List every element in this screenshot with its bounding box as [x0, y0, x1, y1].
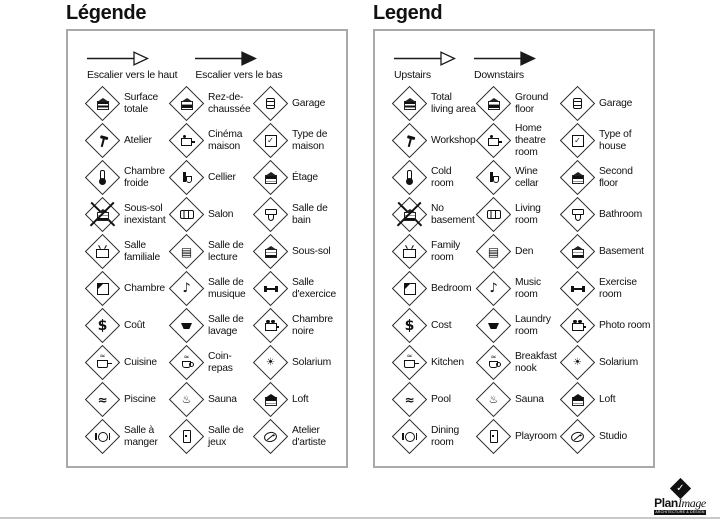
diamond-icon-frame	[85, 346, 119, 380]
diamond-icon-frame	[560, 309, 594, 343]
legend-item-label: Chambre froide	[124, 165, 165, 189]
diamond-icon-frame	[560, 124, 594, 158]
legend-item-label: Loft	[292, 393, 309, 405]
diamond-icon-frame	[560, 272, 594, 306]
legend-item	[85, 309, 169, 343]
legend-item-label: Rez-de-chaussée	[208, 91, 251, 115]
legend-item	[169, 161, 253, 195]
sofa-icon	[486, 210, 500, 219]
legend-item	[392, 161, 476, 195]
legend-item	[253, 383, 345, 417]
diamond-icon-frame	[85, 161, 119, 195]
sauna-icon: ♨	[488, 393, 498, 406]
legend-item	[560, 420, 652, 454]
planimage-logo	[645, 481, 715, 515]
note-icon: ♪	[488, 281, 498, 296]
legend-item-label: Wine cellar	[515, 165, 539, 189]
hammer-icon	[100, 136, 105, 146]
legend-item-label: Chambre noire	[292, 313, 333, 337]
dumbbell-icon	[264, 288, 276, 290]
diamond-icon-frame	[169, 87, 203, 121]
diamond-icon-frame	[560, 161, 594, 195]
planimage-mark-icon: ✓	[669, 478, 690, 499]
legend-item-label: Atelier	[124, 134, 152, 146]
bottom-divider	[0, 517, 720, 519]
legend-item-label: No basement	[431, 202, 475, 226]
check-icon: ✓	[264, 135, 276, 147]
legend-item-label: Sous-sol	[292, 245, 331, 257]
legend-item-label: Chambre	[124, 282, 165, 294]
diamond-icon-frame	[169, 420, 203, 454]
legend-item-label: Salle familiale	[124, 239, 160, 263]
floors-second-icon	[264, 175, 276, 184]
legend-item	[85, 87, 169, 121]
legend-item-label: Bathroom	[599, 208, 643, 220]
diamond-icon-frame	[169, 198, 203, 232]
stairs-row	[68, 31, 346, 81]
stairs-legend-item	[87, 51, 177, 81]
legend-item	[253, 161, 345, 195]
legend-item-label: Bedroom	[431, 282, 472, 294]
legend-item-label: Garage	[292, 97, 326, 109]
legend-item-label: Home theatre room	[515, 122, 546, 158]
legend-item	[253, 124, 345, 158]
floors-basement-icon	[571, 249, 583, 258]
diamond-icon-frame	[253, 420, 287, 454]
legend-item-label: Surface totale	[124, 91, 159, 115]
legend-item	[85, 161, 169, 195]
stairs-label: Escalier vers le bas	[195, 69, 283, 81]
toilet-icon	[571, 209, 583, 215]
legend-item	[85, 420, 169, 454]
bed-icon	[96, 283, 108, 295]
legend-item	[169, 383, 253, 417]
dumbbell-icon	[571, 288, 583, 290]
legend-item	[169, 124, 253, 158]
legend-item-label: Total living area	[431, 91, 476, 115]
dollar-icon: $	[404, 317, 414, 334]
diamond-icon-frame	[85, 124, 119, 158]
legend-item-label: Coin-repas	[208, 350, 233, 374]
legend-item	[85, 383, 169, 417]
diamond-icon-frame	[253, 383, 287, 417]
legend-item-label: Salle à manger	[124, 424, 158, 448]
diamond-icon-frame	[392, 272, 426, 306]
palette-icon	[263, 430, 278, 442]
legend-item	[253, 420, 345, 454]
legend-panel	[373, 2, 655, 468]
legend-grid	[68, 85, 346, 455]
legend-item-label: Exercise room	[599, 276, 637, 300]
legend-item	[392, 383, 476, 417]
legend-item	[253, 272, 345, 306]
waves-icon: ≈	[403, 392, 415, 407]
legend-item	[85, 346, 169, 380]
camera-icon	[264, 323, 276, 331]
stairs-legend-item	[394, 51, 456, 81]
diamond-icon-frame	[560, 198, 594, 232]
car-icon	[573, 98, 582, 109]
legend-item	[476, 161, 560, 195]
legend-item-label: Cold room	[431, 165, 454, 189]
projector-icon	[181, 138, 192, 146]
bed-icon	[403, 283, 415, 295]
tv-icon	[96, 249, 109, 258]
diamond-icon-frame	[253, 272, 287, 306]
legend-item	[476, 87, 560, 121]
legend-item	[560, 346, 652, 380]
legend-item-label: Sous-sol inexistant	[124, 202, 166, 226]
legend-item	[85, 124, 169, 158]
diamond-icon-frame	[476, 272, 510, 306]
legend-panel	[66, 2, 348, 468]
diamond-icon-frame	[85, 420, 119, 454]
diamond-icon-frame	[85, 383, 119, 417]
domino-icon	[182, 430, 190, 443]
legend-item-label: Type de maison	[292, 128, 328, 152]
diamond-icon-frame	[476, 161, 510, 195]
legend-item	[169, 272, 253, 306]
floors-loft-icon	[571, 397, 583, 406]
legend-item-label: Garage	[599, 97, 633, 109]
legend-item	[392, 346, 476, 380]
legend-item	[392, 235, 476, 269]
legend-item-label: Salon	[208, 208, 234, 220]
diamond-icon-frame	[476, 87, 510, 121]
legend-item	[253, 309, 345, 343]
diamond-icon-frame	[85, 309, 119, 343]
legend-item	[560, 161, 652, 195]
pot-icon	[97, 360, 108, 368]
diamond-icon-frame	[253, 309, 287, 343]
diamond-icon-frame	[169, 235, 203, 269]
legend-item-label: Playroom	[515, 430, 557, 442]
wine-icon	[181, 172, 191, 183]
diamond-icon-frame	[169, 272, 203, 306]
stairs-label: Downstairs	[474, 69, 524, 81]
legend-item-label: Cellier	[208, 171, 236, 183]
dining-icon	[404, 432, 414, 442]
domino-icon	[489, 430, 497, 443]
hammer-icon	[407, 136, 412, 146]
legend-item	[476, 346, 560, 380]
brand-italic: Image	[677, 496, 706, 510]
panel-title: Legend	[373, 2, 443, 24]
legend-item	[392, 124, 476, 158]
sun-icon: ☀	[265, 356, 275, 368]
diamond-icon-frame	[560, 346, 594, 380]
floors-loft-icon	[264, 397, 276, 406]
diamond-icon-frame	[253, 346, 287, 380]
wine-icon	[488, 172, 498, 183]
legend-item-label: Music room	[515, 276, 541, 300]
diamond-icon-frame	[392, 346, 426, 380]
legend-item-label: Solarium	[292, 356, 332, 368]
diamond-icon-frame	[476, 124, 510, 158]
legend-item	[169, 198, 253, 232]
legend-item	[476, 272, 560, 306]
legend-item-label: Breakfast nook	[515, 350, 557, 374]
legend-item-label: Second floor	[599, 165, 633, 189]
legend-item	[560, 383, 652, 417]
legend-item-label: Basement	[599, 245, 644, 257]
diamond-icon-frame	[253, 87, 287, 121]
diamond-icon-frame	[392, 309, 426, 343]
legend-item-label: Sauna	[208, 393, 237, 405]
panel-title: Légende	[66, 2, 147, 24]
legend-item-label: Salle de bain	[292, 202, 328, 226]
legend-item	[476, 123, 560, 159]
panel-box	[66, 29, 348, 468]
diamond-icon-frame	[85, 87, 119, 121]
legend-item-label: Living room	[515, 202, 541, 226]
basin-icon	[181, 323, 192, 329]
legend-item	[560, 198, 652, 232]
diamond-icon-frame	[169, 309, 203, 343]
legend-item	[169, 420, 253, 454]
legend-item	[560, 309, 652, 343]
legend-item	[392, 87, 476, 121]
legend-item	[476, 420, 560, 454]
planimage-tagline: ARCHITECTURE & DESIGN	[655, 510, 705, 514]
floors-second-icon	[571, 175, 583, 184]
planimage-brand	[645, 498, 715, 509]
legend-item-label: Étage	[292, 171, 318, 183]
legend-item	[476, 198, 560, 232]
dollar-icon: $	[97, 317, 107, 334]
legend-item	[253, 346, 345, 380]
legend-grid	[375, 85, 653, 455]
legend-item	[85, 235, 169, 269]
car-icon	[266, 98, 275, 109]
sauna-icon: ♨	[181, 393, 191, 406]
diamond-icon-frame	[560, 383, 594, 417]
camera-icon	[571, 323, 583, 331]
legend-item-label: Den	[515, 245, 534, 257]
floors-basement-icon	[264, 249, 276, 258]
stairs-label: Escalier vers le haut	[87, 69, 178, 81]
legend-item-label: Salle de musique	[208, 276, 246, 300]
tv-icon	[403, 249, 416, 258]
floors-all-icon	[96, 101, 108, 110]
legend-item-label: Piscine	[124, 393, 156, 405]
check-icon: ✓	[571, 135, 583, 147]
dining-icon	[97, 432, 107, 442]
legend-item	[476, 309, 560, 343]
pot-icon	[404, 360, 415, 368]
diamond-icon-frame	[85, 198, 119, 232]
legend-item	[169, 235, 253, 269]
legend-item-label: Cuisine	[124, 356, 157, 368]
stairs-up-arrow	[87, 51, 149, 66]
sun-icon: ☀	[572, 356, 582, 368]
stairs-down-arrow	[195, 51, 257, 66]
floors-ground-icon	[180, 101, 192, 110]
legend-item	[169, 346, 253, 380]
diamond-icon-frame	[476, 420, 510, 454]
legend-item	[476, 235, 560, 269]
diamond-icon-frame	[169, 124, 203, 158]
diamond-icon-frame	[560, 420, 594, 454]
legend-item-label: Studio	[599, 430, 627, 442]
books-icon: ▤	[180, 244, 192, 259]
stairs-label: Upstairs	[394, 69, 431, 81]
legend-item-label: Cinéma maison	[208, 128, 243, 152]
floors-all-icon	[403, 101, 415, 110]
legend-item-label: Loft	[599, 393, 616, 405]
stairs-up-arrow	[394, 51, 456, 66]
books-icon: ▤	[487, 244, 499, 259]
legend-item-label: Photo room	[599, 319, 651, 331]
diamond-icon-frame	[476, 346, 510, 380]
diamond-icon-frame	[392, 198, 426, 232]
legend-item-label: Sauna	[515, 393, 544, 405]
legend-item	[560, 272, 652, 306]
diamond-icon-frame	[169, 383, 203, 417]
brand-bold: Plan	[654, 496, 678, 510]
note-icon: ♪	[181, 281, 191, 296]
diamond-icon-frame	[476, 309, 510, 343]
legend-item	[392, 198, 476, 232]
legend-item-label: Cost	[431, 319, 452, 331]
diamond-icon-frame	[169, 161, 203, 195]
legend-item-label: Kitchen	[431, 356, 464, 368]
legend-item-label: Workshop	[431, 134, 476, 146]
stairs-row	[375, 31, 653, 81]
toilet-icon	[264, 209, 276, 215]
diamond-icon-frame	[476, 383, 510, 417]
legend-item	[560, 235, 652, 269]
diamond-icon-frame	[392, 235, 426, 269]
legend-item	[560, 124, 652, 158]
legend-item-label: Ground floor	[515, 91, 549, 115]
diamond-icon-frame	[253, 235, 287, 269]
projector-icon	[488, 138, 499, 146]
legend-item	[253, 198, 345, 232]
legend-item-label: Coût	[124, 319, 145, 331]
diamond-icon-frame	[392, 420, 426, 454]
diamond-icon-frame	[560, 87, 594, 121]
legend-item	[85, 272, 169, 306]
diamond-icon-frame	[253, 124, 287, 158]
legend-item	[169, 309, 253, 343]
legend-item-label: Solarium	[599, 356, 639, 368]
legend-item-label: Pool	[431, 393, 451, 405]
diamond-icon-frame	[392, 124, 426, 158]
stairs-legend-item	[474, 51, 536, 81]
sofa-icon	[179, 210, 193, 219]
legend-item-label: Laundry room	[515, 313, 551, 337]
stairs-legend-item	[195, 51, 282, 81]
legend-item-label: Salle de lavage	[208, 313, 244, 337]
diamond-icon-frame	[560, 235, 594, 269]
diamond-icon-frame	[476, 235, 510, 269]
legend-item-label: Family room	[431, 239, 461, 263]
diamond-icon-frame	[253, 161, 287, 195]
cup-icon	[182, 361, 191, 368]
diamond-icon-frame	[392, 161, 426, 195]
legend-item-label: Type of house	[599, 128, 632, 152]
legend-item-label: Dining room	[431, 424, 459, 448]
legend-item-label: Salle d'exercice	[292, 276, 337, 300]
diamond-icon-frame	[85, 272, 119, 306]
legend-item	[253, 235, 345, 269]
thermo-icon	[100, 170, 105, 181]
legend-item-label: Salle de jeux	[208, 424, 244, 448]
legend-item	[392, 272, 476, 306]
legend-item	[169, 87, 253, 121]
stairs-down-arrow	[474, 51, 536, 66]
floors-basement-icon	[403, 212, 415, 221]
legend-item-label: Salle de lecture	[208, 239, 244, 263]
legend-item	[392, 420, 476, 454]
cup-icon	[489, 361, 498, 368]
diamond-icon-frame	[392, 383, 426, 417]
legend-item	[392, 309, 476, 343]
panel-box	[373, 29, 655, 468]
legend-item	[560, 87, 652, 121]
floors-ground-icon	[487, 101, 499, 110]
basin-icon	[488, 323, 499, 329]
floors-basement-icon	[96, 212, 108, 221]
diamond-icon-frame	[85, 235, 119, 269]
legend-item	[476, 383, 560, 417]
waves-icon: ≈	[96, 392, 108, 407]
diamond-icon-frame	[476, 198, 510, 232]
legend-item	[85, 198, 169, 232]
thermo-icon	[407, 170, 412, 181]
legend-item	[253, 87, 345, 121]
palette-icon	[570, 430, 585, 442]
diamond-icon-frame	[169, 346, 203, 380]
diamond-icon-frame	[392, 87, 426, 121]
legend-item-label: Atelier d'artiste	[292, 424, 326, 448]
diamond-icon-frame	[253, 198, 287, 232]
